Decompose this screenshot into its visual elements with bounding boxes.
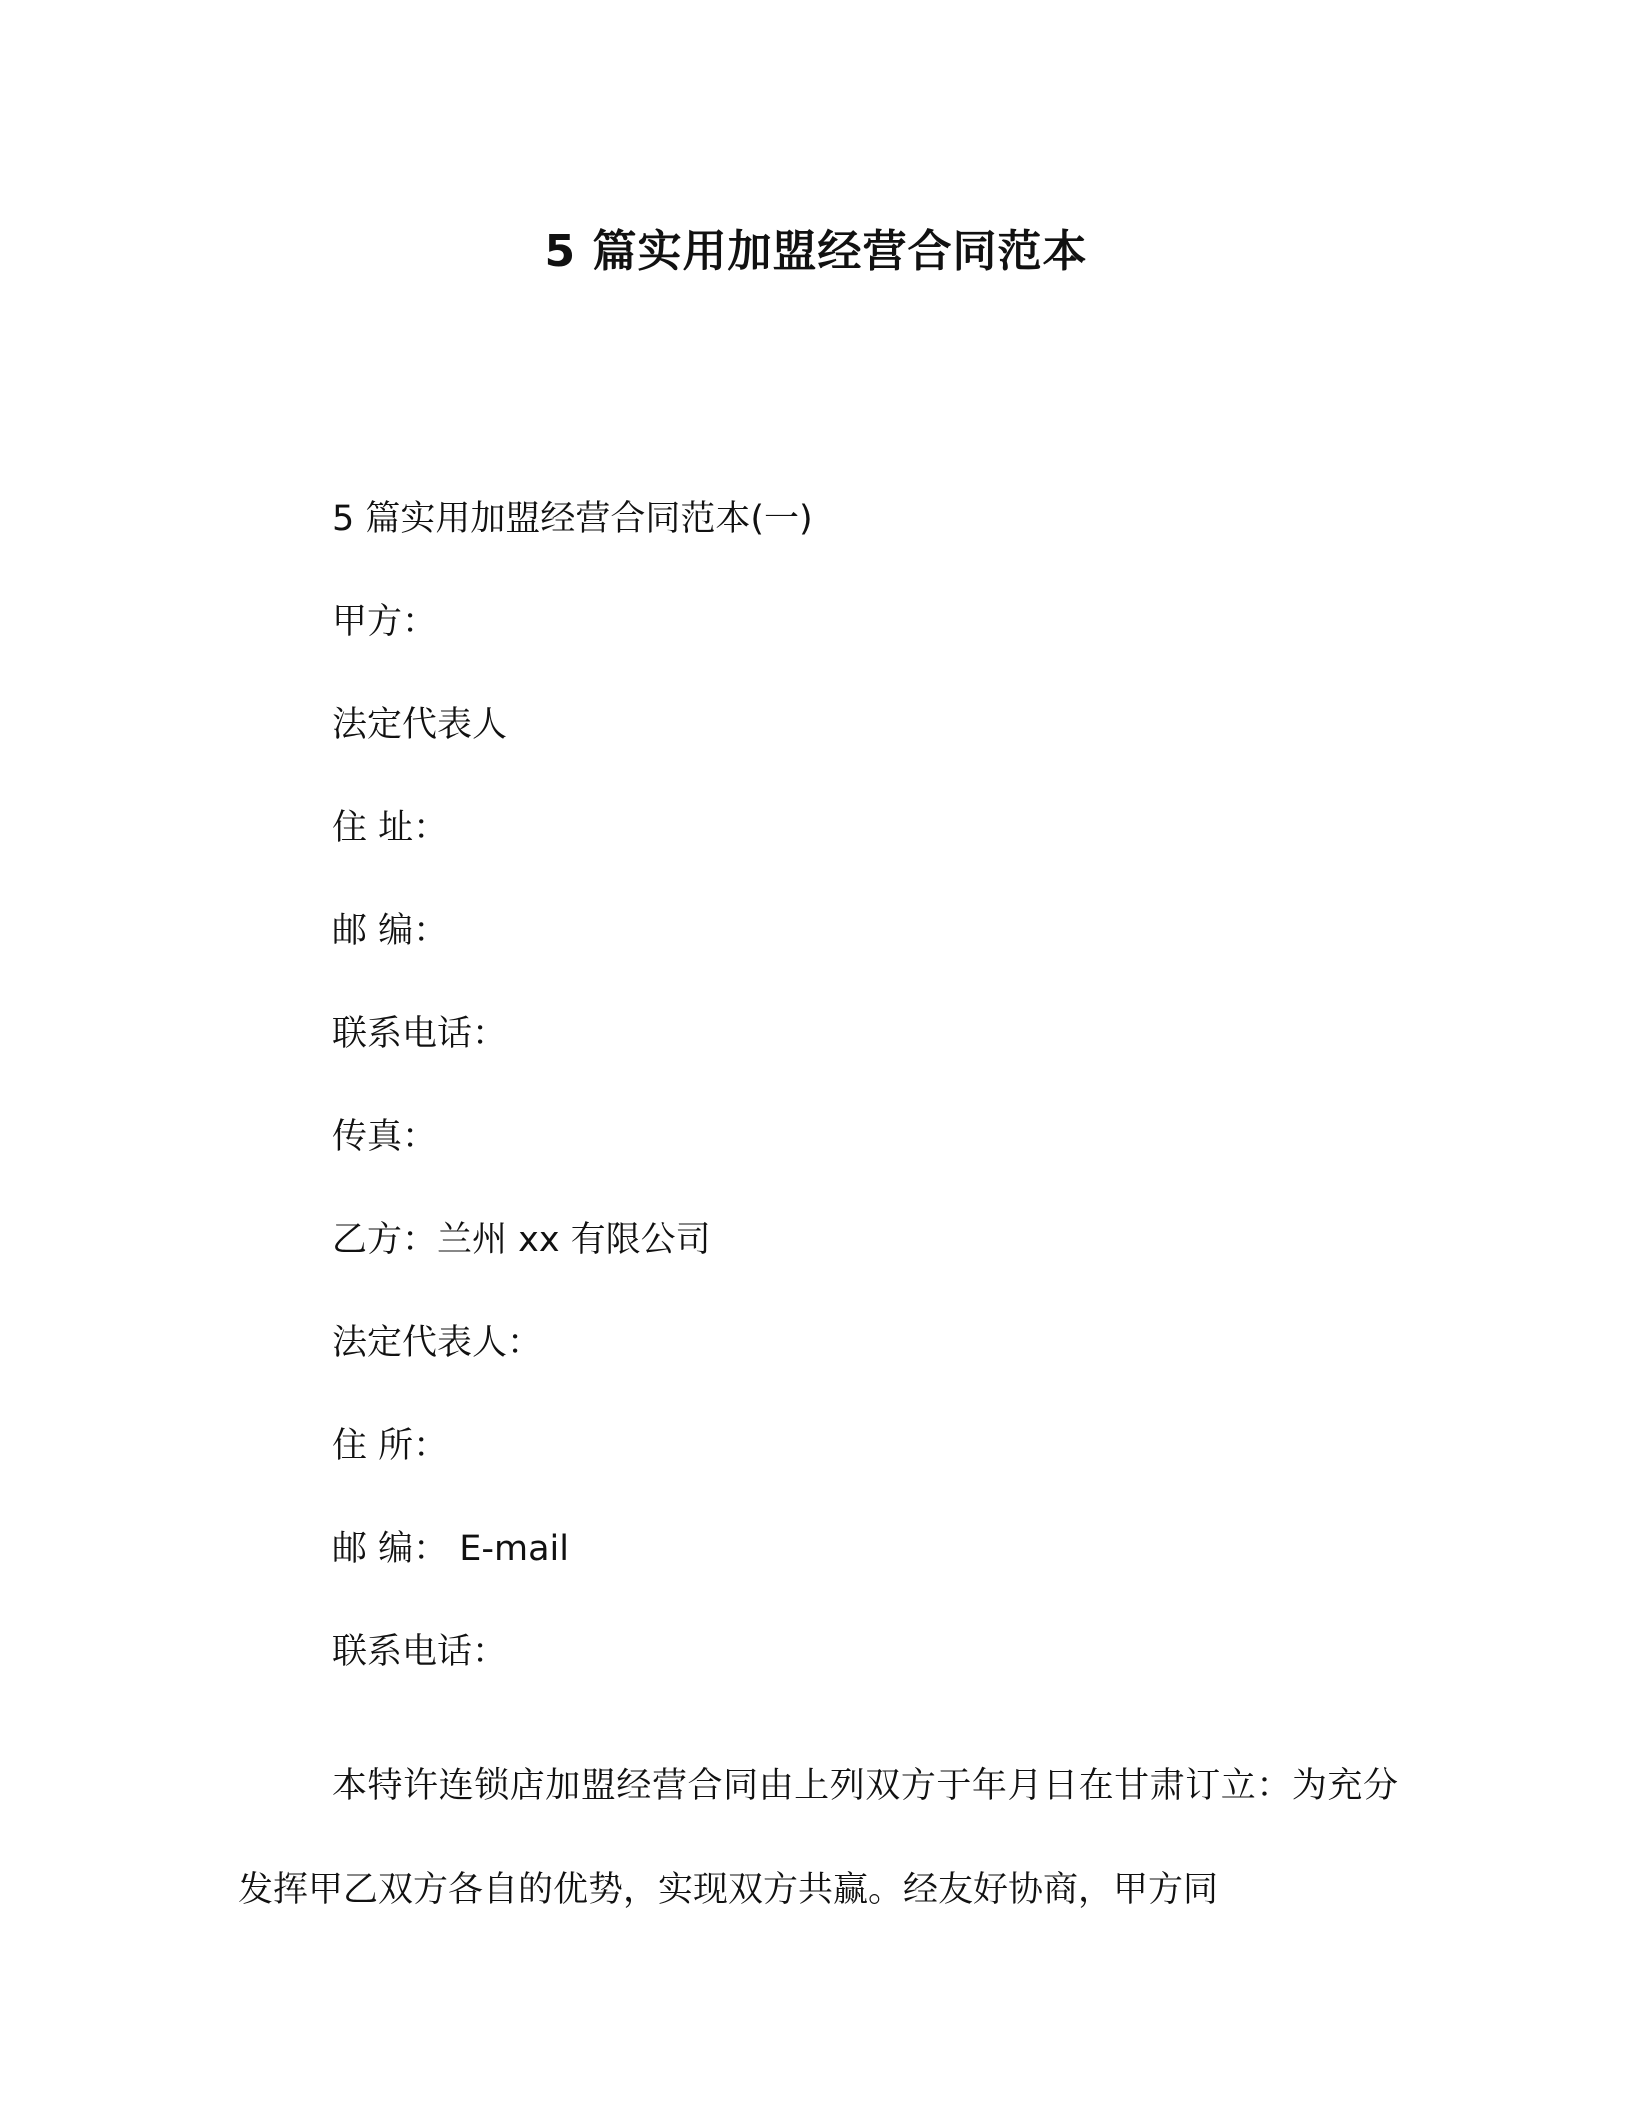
party-b-phone: 联系电话： [332,1632,508,1672]
party-a-label: 甲方： [332,602,438,642]
party-a-address: 住 址： [332,808,449,848]
party-a-phone: 联系电话： [332,1014,508,1054]
party-a-fax: 传真： [332,1117,438,1157]
party-a-postcode: 邮 编： [332,911,449,951]
document-title: 5 篇实用加盟经营合同范本 [544,226,1088,277]
party-b-residence: 住 所： [332,1426,449,1466]
party-b-postcode-email: 邮 编： E-mail [332,1529,569,1569]
contract-subtitle: 5 篇实用加盟经营合同范本(一) [332,499,813,539]
contract-body-paragraph: 本特许连锁店加盟经营合同由上列双方于年月日在甘肃订立：为充分发挥甲乙双方各自的优势，实现双方共赢。经友好协商，甲方同 [238,1766,1398,1910]
party-a-legal-rep: 法定代表人 [332,705,508,745]
party-b-legal-rep: 法定代表人： [332,1323,543,1363]
party-b-label: 乙方：兰州 xx 有限公司 [332,1220,711,1260]
